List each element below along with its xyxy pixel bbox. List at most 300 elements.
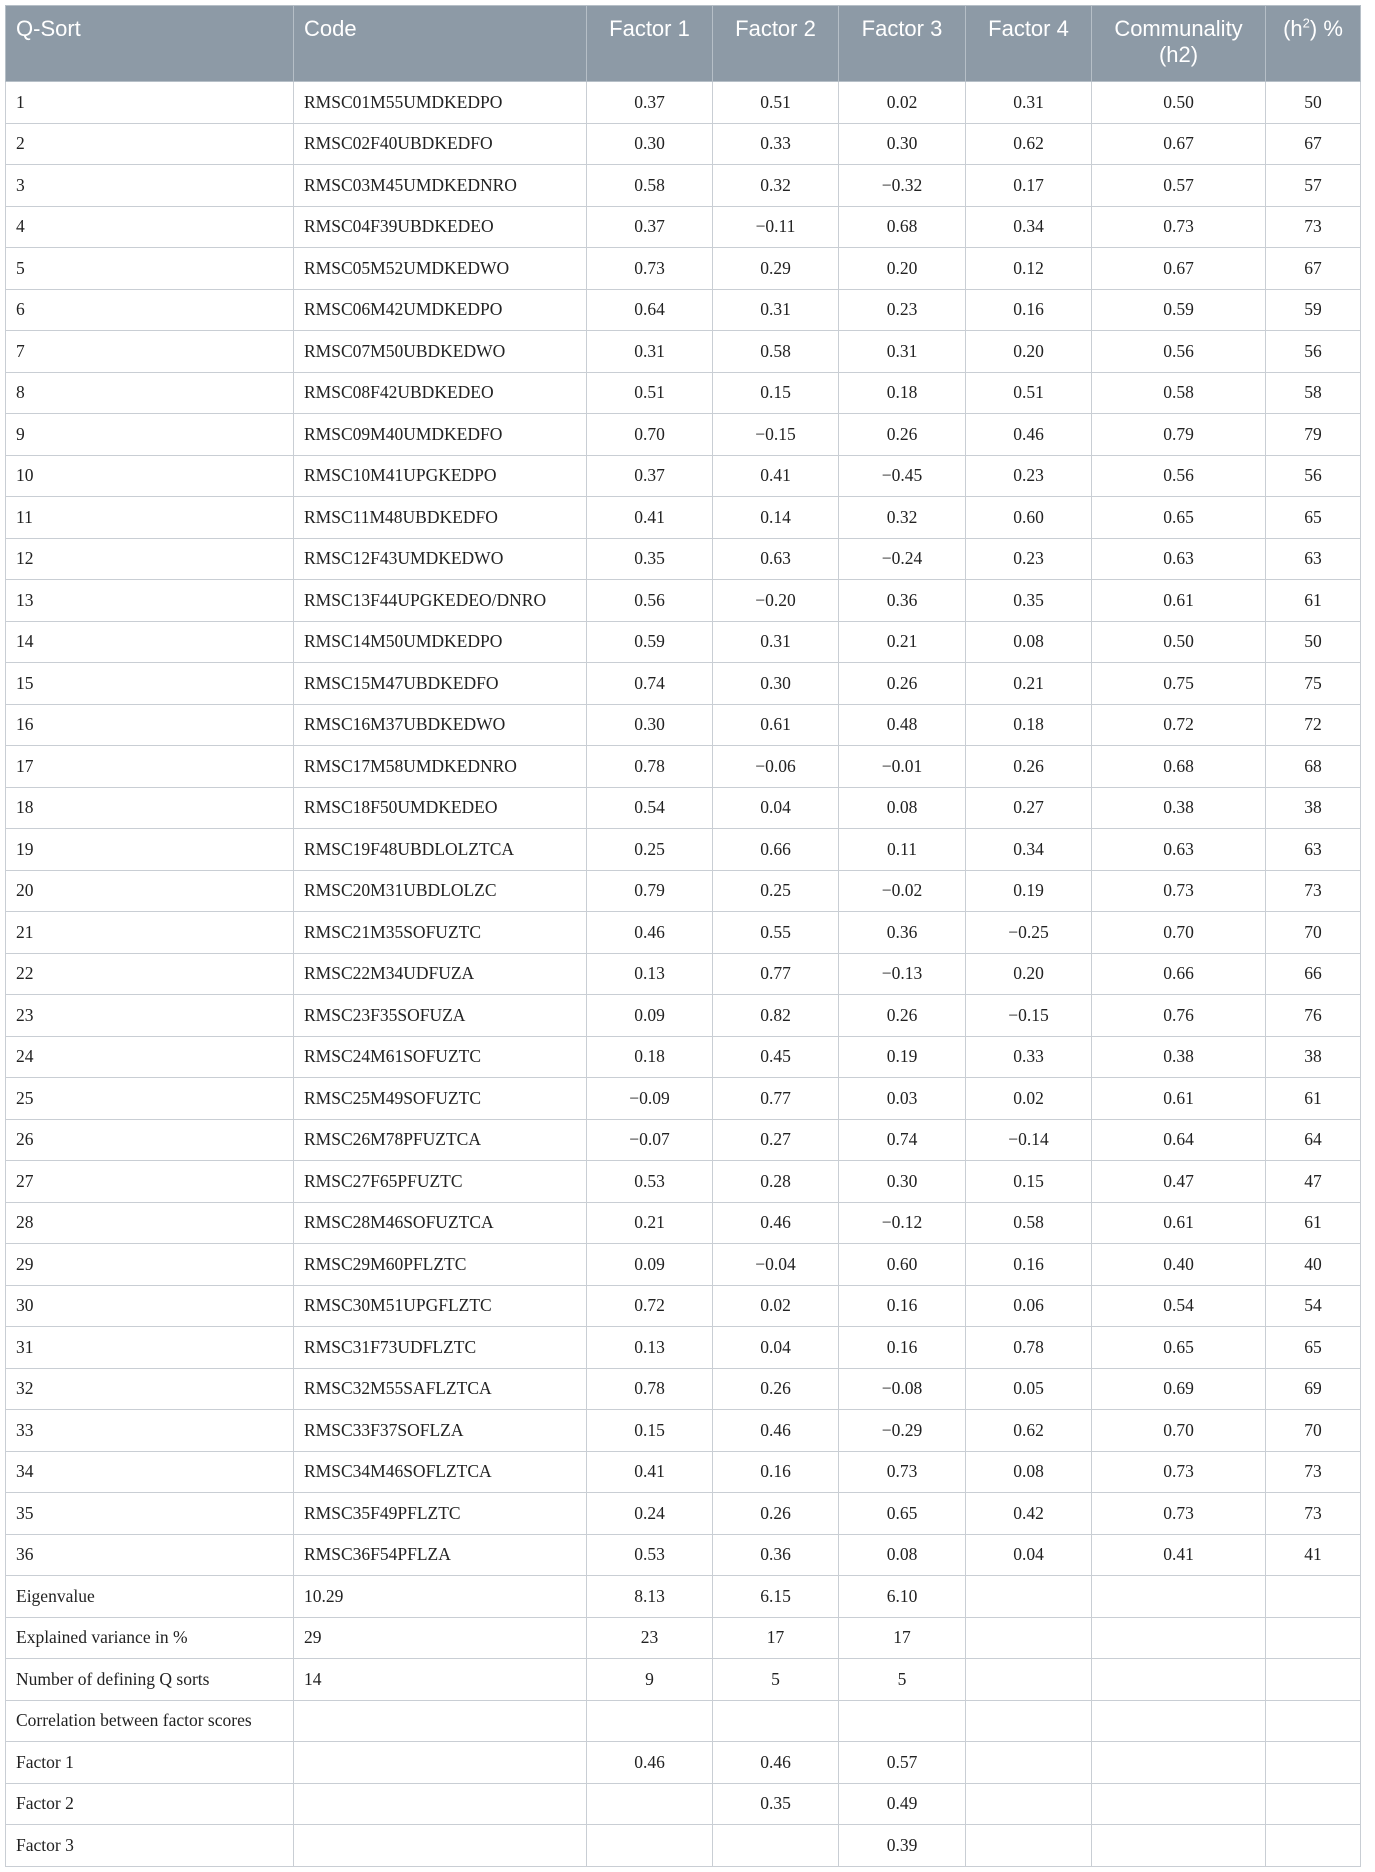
cell-factor-2: 0.36 [713, 1534, 839, 1576]
cell-factor-3: 0.73 [839, 1451, 966, 1493]
cell-code: 29 [294, 1617, 587, 1659]
cell-factor-3 [839, 1700, 966, 1742]
table-row [6, 497, 1361, 539]
cell-qsort: 10 [6, 455, 294, 497]
cell-factor-4: 0.17 [966, 165, 1092, 207]
table-body [6, 82, 1361, 1867]
cell-code: RMSC12F43UMDKEDWO [294, 538, 587, 580]
cell-qsort: 6 [6, 289, 294, 331]
cell-h2-percent: 67 [1266, 248, 1361, 290]
cell-qsort: Eigenvalue [6, 1576, 294, 1618]
cell-factor-1: 0.53 [587, 1161, 713, 1203]
cell-factor-4 [966, 1576, 1092, 1618]
cell-factor-3: 0.21 [839, 621, 966, 663]
cell-h2-percent: 70 [1266, 912, 1361, 954]
cell-h2-percent: 69 [1266, 1368, 1361, 1410]
cell-factor-4: −0.15 [966, 995, 1092, 1037]
cell-h2-percent [1266, 1700, 1361, 1742]
cell-factor-4: 0.62 [966, 1410, 1092, 1452]
cell-factor-1: 0.78 [587, 1368, 713, 1410]
cell-code: RMSC29M60PFLZTC [294, 1244, 587, 1286]
cell-factor-2: 0.66 [713, 829, 839, 871]
table-row [6, 1700, 1361, 1742]
cell-communality: 0.65 [1092, 497, 1266, 539]
cell-communality: 0.63 [1092, 829, 1266, 871]
table-header [6, 6, 1361, 82]
table-row [6, 580, 1361, 622]
cell-factor-3: 0.11 [839, 829, 966, 871]
cell-factor-2: 0.46 [713, 1202, 839, 1244]
cell-factor-4: 0.34 [966, 829, 1092, 871]
cell-communality: 0.63 [1092, 538, 1266, 580]
cell-code: 10.29 [294, 1576, 587, 1618]
table-row [6, 1161, 1361, 1203]
cell-communality: 0.56 [1092, 331, 1266, 373]
table-row [6, 1119, 1361, 1161]
cell-h2-percent: 73 [1266, 206, 1361, 248]
cell-code: RMSC25M49SOFUZTC [294, 1078, 587, 1120]
cell-communality: 0.41 [1092, 1534, 1266, 1576]
cell-code: RMSC16M37UBDKEDWO [294, 704, 587, 746]
cell-factor-3: 0.20 [839, 248, 966, 290]
cell-factor-2: −0.15 [713, 414, 839, 456]
cell-qsort: 33 [6, 1410, 294, 1452]
cell-qsort: 18 [6, 787, 294, 829]
cell-code: RMSC09M40UMDKEDFO [294, 414, 587, 456]
table-row [6, 1244, 1361, 1286]
cell-h2-percent: 65 [1266, 1327, 1361, 1369]
cell-h2-percent: 38 [1266, 787, 1361, 829]
cell-h2-percent: 40 [1266, 1244, 1361, 1286]
cell-factor-3: 5 [839, 1659, 966, 1701]
cell-qsort: 3 [6, 165, 294, 207]
table-row [6, 123, 1361, 165]
header-communality: Communality (h2) [1092, 6, 1266, 82]
cell-factor-1: 23 [587, 1617, 713, 1659]
table-row [6, 995, 1361, 1037]
cell-communality: 0.57 [1092, 165, 1266, 207]
header-factor-2: Factor 2 [713, 6, 839, 82]
cell-communality: 0.66 [1092, 953, 1266, 995]
cell-factor-4 [966, 1825, 1092, 1867]
cell-qsort: 35 [6, 1493, 294, 1535]
cell-factor-1: 0.54 [587, 787, 713, 829]
cell-factor-4 [966, 1742, 1092, 1784]
cell-factor-2: 0.33 [713, 123, 839, 165]
cell-factor-3: 0.19 [839, 1036, 966, 1078]
cell-factor-3: −0.01 [839, 746, 966, 788]
cell-factor-1 [587, 1700, 713, 1742]
cell-factor-2: 0.25 [713, 870, 839, 912]
table-row [6, 870, 1361, 912]
table-row [6, 1285, 1361, 1327]
cell-factor-4: 0.35 [966, 580, 1092, 622]
cell-factor-2: 0.26 [713, 1493, 839, 1535]
cell-factor-1: 0.35 [587, 538, 713, 580]
cell-code: RMSC19F48UBDLOLZTCA [294, 829, 587, 871]
cell-factor-3: 0.65 [839, 1493, 966, 1535]
table-row [6, 829, 1361, 871]
cell-factor-3: 0.74 [839, 1119, 966, 1161]
cell-factor-4: 0.19 [966, 870, 1092, 912]
cell-factor-4 [966, 1617, 1092, 1659]
cell-factor-1 [587, 1825, 713, 1867]
cell-factor-1: 0.25 [587, 829, 713, 871]
cell-qsort: Factor 2 [6, 1783, 294, 1825]
cell-factor-2: −0.04 [713, 1244, 839, 1286]
cell-factor-3: −0.02 [839, 870, 966, 912]
cell-code: RMSC06M42UMDKEDPO [294, 289, 587, 331]
cell-factor-3: 0.08 [839, 787, 966, 829]
cell-qsort: Explained variance in % [6, 1617, 294, 1659]
cell-code: RMSC07M50UBDKEDWO [294, 331, 587, 373]
cell-factor-2: 0.58 [713, 331, 839, 373]
cell-qsort: 34 [6, 1451, 294, 1493]
cell-factor-4: 0.34 [966, 206, 1092, 248]
cell-factor-2: 0.35 [713, 1783, 839, 1825]
cell-h2-percent: 54 [1266, 1285, 1361, 1327]
table-row [6, 455, 1361, 497]
table-row [6, 248, 1361, 290]
cell-code [294, 1783, 587, 1825]
cell-h2-percent: 76 [1266, 995, 1361, 1037]
cell-factor-3: 0.03 [839, 1078, 966, 1120]
cell-qsort: Factor 1 [6, 1742, 294, 1784]
cell-h2-percent: 59 [1266, 289, 1361, 331]
cell-qsort: 36 [6, 1534, 294, 1576]
cell-h2-percent [1266, 1783, 1361, 1825]
table-row [6, 289, 1361, 331]
cell-communality: 0.65 [1092, 1327, 1266, 1369]
table-row [6, 787, 1361, 829]
cell-h2-percent: 75 [1266, 663, 1361, 705]
cell-factor-1: −0.07 [587, 1119, 713, 1161]
cell-factor-2: 0.04 [713, 787, 839, 829]
cell-factor-3: 0.26 [839, 995, 966, 1037]
cell-h2-percent: 66 [1266, 953, 1361, 995]
cell-communality: 0.58 [1092, 372, 1266, 414]
cell-factor-4: 0.06 [966, 1285, 1092, 1327]
cell-factor-2: −0.06 [713, 746, 839, 788]
cell-factor-1: 0.59 [587, 621, 713, 663]
cell-factor-3: −0.08 [839, 1368, 966, 1410]
cell-communality: 0.69 [1092, 1368, 1266, 1410]
header-row [6, 6, 1361, 82]
cell-factor-1: 0.37 [587, 455, 713, 497]
cell-factor-1: 0.37 [587, 82, 713, 124]
cell-code: RMSC35F49PFLZTC [294, 1493, 587, 1535]
cell-factor-4: 0.23 [966, 455, 1092, 497]
cell-communality: 0.61 [1092, 1078, 1266, 1120]
cell-factor-3: 0.16 [839, 1327, 966, 1369]
cell-factor-4: −0.14 [966, 1119, 1092, 1161]
cell-code: RMSC04F39UBDKEDEO [294, 206, 587, 248]
table-row [6, 912, 1361, 954]
table-row [6, 1825, 1361, 1867]
cell-code: RMSC20M31UBDLOLZC [294, 870, 587, 912]
cell-factor-1: 0.64 [587, 289, 713, 331]
cell-h2-percent: 73 [1266, 1493, 1361, 1535]
cell-code: RMSC24M61SOFUZTC [294, 1036, 587, 1078]
cell-h2-percent: 38 [1266, 1036, 1361, 1078]
cell-code: RMSC34M46SOFLZTCA [294, 1451, 587, 1493]
cell-factor-1: 0.46 [587, 1742, 713, 1784]
cell-factor-4: 0.20 [966, 953, 1092, 995]
cell-communality: 0.73 [1092, 206, 1266, 248]
cell-qsort: 15 [6, 663, 294, 705]
table-row [6, 621, 1361, 663]
cell-factor-1: 0.74 [587, 663, 713, 705]
cell-factor-3: 0.48 [839, 704, 966, 746]
cell-factor-1: 9 [587, 1659, 713, 1701]
table-row [6, 414, 1361, 456]
cell-code: RMSC17M58UMDKEDNRO [294, 746, 587, 788]
table-row [6, 331, 1361, 373]
cell-h2-percent: 56 [1266, 331, 1361, 373]
cell-factor-3: 0.23 [839, 289, 966, 331]
cell-factor-2: 0.41 [713, 455, 839, 497]
cell-h2-percent: 65 [1266, 497, 1361, 539]
table-row [6, 538, 1361, 580]
cell-factor-2: 17 [713, 1617, 839, 1659]
table-row [6, 1036, 1361, 1078]
cell-factor-4: 0.78 [966, 1327, 1092, 1369]
cell-qsort: 26 [6, 1119, 294, 1161]
cell-factor-2: 0.26 [713, 1368, 839, 1410]
cell-factor-2: 0.15 [713, 372, 839, 414]
cell-h2-percent: 73 [1266, 870, 1361, 912]
cell-qsort: 19 [6, 829, 294, 871]
cell-communality: 0.67 [1092, 123, 1266, 165]
cell-h2-percent [1266, 1617, 1361, 1659]
cell-factor-3: 0.30 [839, 123, 966, 165]
cell-qsort: 30 [6, 1285, 294, 1327]
cell-qsort: 20 [6, 870, 294, 912]
cell-factor-2: 0.55 [713, 912, 839, 954]
cell-code: RMSC23F35SOFUZA [294, 995, 587, 1037]
cell-communality: 0.64 [1092, 1119, 1266, 1161]
cell-code: RMSC03M45UMDKEDNRO [294, 165, 587, 207]
cell-factor-1: 0.31 [587, 331, 713, 373]
table-row [6, 1493, 1361, 1535]
cell-factor-2: 5 [713, 1659, 839, 1701]
table-row [6, 1078, 1361, 1120]
cell-h2-percent: 72 [1266, 704, 1361, 746]
cell-h2-percent: 63 [1266, 538, 1361, 580]
cell-code [294, 1825, 587, 1867]
cell-factor-2: 0.02 [713, 1285, 839, 1327]
cell-factor-1: 0.41 [587, 1451, 713, 1493]
cell-qsort: Number of defining Q sorts [6, 1659, 294, 1701]
table-row [6, 1742, 1361, 1784]
cell-factor-3: 0.60 [839, 1244, 966, 1286]
cell-factor-2: 0.63 [713, 538, 839, 580]
cell-communality: 0.61 [1092, 580, 1266, 622]
cell-factor-1: 0.56 [587, 580, 713, 622]
cell-factor-2: 0.32 [713, 165, 839, 207]
cell-communality: 0.67 [1092, 248, 1266, 290]
cell-factor-1: 0.09 [587, 995, 713, 1037]
cell-h2-percent: 56 [1266, 455, 1361, 497]
cell-factor-1: 0.30 [587, 704, 713, 746]
cell-factor-3: 0.36 [839, 912, 966, 954]
cell-factor-3: −0.13 [839, 953, 966, 995]
cell-communality: 0.72 [1092, 704, 1266, 746]
cell-qsort: Correlation between factor scores [6, 1700, 294, 1742]
cell-factor-1: −0.09 [587, 1078, 713, 1120]
cell-h2-percent [1266, 1825, 1361, 1867]
cell-factor-2: 0.30 [713, 663, 839, 705]
cell-qsort: 28 [6, 1202, 294, 1244]
cell-communality: 0.70 [1092, 1410, 1266, 1452]
cell-factor-2 [713, 1700, 839, 1742]
cell-communality: 0.79 [1092, 414, 1266, 456]
cell-factor-4: 0.02 [966, 1078, 1092, 1120]
cell-factor-3: 0.26 [839, 414, 966, 456]
header-h2-open: (h [1283, 16, 1303, 41]
cell-factor-4: 0.60 [966, 497, 1092, 539]
cell-code: RMSC21M35SOFUZTC [294, 912, 587, 954]
cell-factor-4 [966, 1700, 1092, 1742]
cell-code: RMSC10M41UPGKEDPO [294, 455, 587, 497]
cell-factor-2: 0.27 [713, 1119, 839, 1161]
cell-code: RMSC36F54PFLZA [294, 1534, 587, 1576]
cell-factor-2: 0.31 [713, 621, 839, 663]
cell-factor-1: 0.58 [587, 165, 713, 207]
header-factor-3: Factor 3 [839, 6, 966, 82]
cell-factor-4: 0.04 [966, 1534, 1092, 1576]
header-h2-percent [1266, 6, 1361, 82]
cell-code: RMSC08F42UBDKEDEO [294, 372, 587, 414]
cell-factor-4: 0.46 [966, 414, 1092, 456]
table-row [6, 1451, 1361, 1493]
cell-factor-2: 0.14 [713, 497, 839, 539]
cell-factor-1 [587, 1783, 713, 1825]
cell-factor-1: 0.41 [587, 497, 713, 539]
cell-factor-3: 0.31 [839, 331, 966, 373]
cell-qsort: 23 [6, 995, 294, 1037]
cell-factor-3: 0.68 [839, 206, 966, 248]
cell-factor-1: 0.30 [587, 123, 713, 165]
cell-code: RMSC15M47UBDKEDFO [294, 663, 587, 705]
cell-qsort: 2 [6, 123, 294, 165]
cell-qsort: 7 [6, 331, 294, 373]
cell-code: RMSC22M34UDFUZA [294, 953, 587, 995]
cell-communality: 0.47 [1092, 1161, 1266, 1203]
cell-h2-percent: 57 [1266, 165, 1361, 207]
cell-factor-1: 0.78 [587, 746, 713, 788]
cell-code: RMSC31F73UDFLZTC [294, 1327, 587, 1369]
cell-factor-4 [966, 1659, 1092, 1701]
cell-factor-3: 0.49 [839, 1783, 966, 1825]
cell-factor-2: 0.16 [713, 1451, 839, 1493]
cell-qsort: 11 [6, 497, 294, 539]
cell-h2-percent: 68 [1266, 746, 1361, 788]
cell-factor-1: 0.70 [587, 414, 713, 456]
cell-factor-4: 0.23 [966, 538, 1092, 580]
cell-qsort: 27 [6, 1161, 294, 1203]
cell-h2-percent: 73 [1266, 1451, 1361, 1493]
cell-qsort: 4 [6, 206, 294, 248]
cell-factor-4: 0.15 [966, 1161, 1092, 1203]
table-row [6, 953, 1361, 995]
cell-communality: 0.73 [1092, 1451, 1266, 1493]
cell-factor-4: 0.26 [966, 746, 1092, 788]
cell-qsort: 8 [6, 372, 294, 414]
cell-h2-percent: 47 [1266, 1161, 1361, 1203]
cell-qsort: 14 [6, 621, 294, 663]
cell-factor-4: 0.42 [966, 1493, 1092, 1535]
cell-code: RMSC32M55SAFLZTCA [294, 1368, 587, 1410]
factor-loadings-table [5, 5, 1361, 1867]
cell-communality: 0.75 [1092, 663, 1266, 705]
cell-qsort: 25 [6, 1078, 294, 1120]
cell-communality: 0.50 [1092, 82, 1266, 124]
cell-factor-4: 0.08 [966, 621, 1092, 663]
cell-h2-percent: 58 [1266, 372, 1361, 414]
cell-code: RMSC30M51UPGFLZTC [294, 1285, 587, 1327]
cell-factor-1: 0.09 [587, 1244, 713, 1286]
cell-factor-4: 0.12 [966, 248, 1092, 290]
cell-factor-1: 0.15 [587, 1410, 713, 1452]
cell-communality [1092, 1825, 1266, 1867]
cell-qsort: 31 [6, 1327, 294, 1369]
cell-h2-percent: 67 [1266, 123, 1361, 165]
header-qsort: Q-Sort [6, 6, 294, 82]
cell-h2-percent: 64 [1266, 1119, 1361, 1161]
table-row [6, 1368, 1361, 1410]
cell-factor-4: 0.62 [966, 123, 1092, 165]
cell-qsort: 16 [6, 704, 294, 746]
cell-factor-2: 0.28 [713, 1161, 839, 1203]
cell-code: RMSC01M55UMDKEDPO [294, 82, 587, 124]
cell-code: RMSC18F50UMDKEDEO [294, 787, 587, 829]
cell-factor-2: 0.04 [713, 1327, 839, 1369]
cell-factor-1: 0.53 [587, 1534, 713, 1576]
cell-communality [1092, 1700, 1266, 1742]
cell-code: RMSC27F65PFUZTC [294, 1161, 587, 1203]
cell-factor-4: 0.18 [966, 704, 1092, 746]
cell-factor-2: 0.51 [713, 82, 839, 124]
cell-factor-2: −0.11 [713, 206, 839, 248]
cell-communality: 0.54 [1092, 1285, 1266, 1327]
table-row [6, 1576, 1361, 1618]
cell-communality [1092, 1742, 1266, 1784]
cell-h2-percent: 50 [1266, 621, 1361, 663]
cell-factor-3: 6.10 [839, 1576, 966, 1618]
cell-factor-2: 0.61 [713, 704, 839, 746]
cell-factor-1: 0.13 [587, 953, 713, 995]
cell-factor-3: 0.36 [839, 580, 966, 622]
table-row [6, 1327, 1361, 1369]
cell-communality [1092, 1783, 1266, 1825]
cell-h2-percent: 79 [1266, 414, 1361, 456]
cell-factor-4: 0.27 [966, 787, 1092, 829]
cell-qsort: 29 [6, 1244, 294, 1286]
cell-communality [1092, 1576, 1266, 1618]
cell-factor-4: 0.21 [966, 663, 1092, 705]
cell-factor-3: 17 [839, 1617, 966, 1659]
cell-factor-3: 0.16 [839, 1285, 966, 1327]
cell-factor-3: 0.39 [839, 1825, 966, 1867]
cell-factor-3: −0.32 [839, 165, 966, 207]
table-row [6, 1202, 1361, 1244]
cell-factor-1: 0.13 [587, 1327, 713, 1369]
cell-h2-percent: 61 [1266, 1202, 1361, 1244]
table-row [6, 82, 1361, 124]
cell-factor-2: 0.31 [713, 289, 839, 331]
cell-factor-2: 0.77 [713, 1078, 839, 1120]
